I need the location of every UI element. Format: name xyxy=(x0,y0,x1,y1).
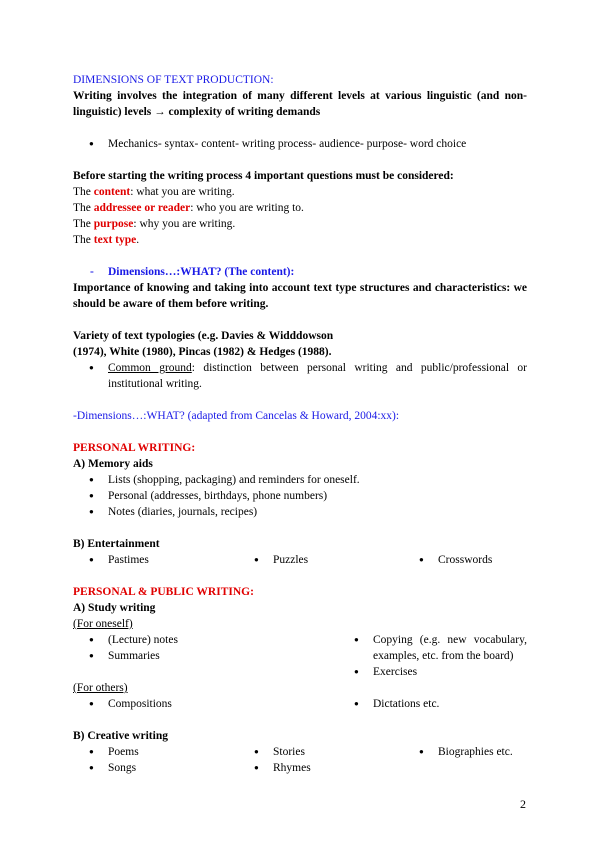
page-number: 2 xyxy=(520,797,526,811)
keyword-text-type: text type xyxy=(93,234,137,246)
list-item: ● Lists (shopping, packaging) and reminders for oneself. xyxy=(73,472,527,488)
list-item: ● Exercises xyxy=(338,664,527,680)
entertainment-list xyxy=(73,552,527,568)
list-item: ● Copying (e.g. new vocabulary, examples, etc. from the board) xyxy=(338,632,527,664)
keyword-content: content xyxy=(93,186,131,198)
intro-paragraph: Writing involves the integration of many different levels at various linguistic (and non-linguistic) levels → complexity of writing demands xyxy=(73,90,527,118)
adapted-heading: -Dimensions…:WHAT? (adapted from Cancelas & Howard, 2004:xx): xyxy=(73,410,400,422)
list-item: ● Dictations etc. xyxy=(338,696,527,712)
variety-line-1: Variety of text typologies (e.g. Davies & Widddowson xyxy=(73,330,334,342)
list-item: ● Compositions xyxy=(73,696,338,712)
list-item: ● Stories xyxy=(238,744,403,760)
question-addressee: The addressee or reader: who you are writing to. xyxy=(73,202,304,214)
list-item: ● Notes (diaries, journals, recipes) xyxy=(73,504,527,520)
list-item: ● (Lecture) notes xyxy=(73,632,338,648)
list-item: ● Rhymes xyxy=(238,760,403,776)
for-others-label: (For others) xyxy=(73,682,128,694)
keyword-purpose: purpose xyxy=(93,218,134,230)
for-oneself-list xyxy=(73,632,527,680)
list-item: ● Personal (addresses, birthdays, phone numbers) xyxy=(73,488,527,504)
memory-aids-title: A) Memory aids xyxy=(73,458,153,470)
for-oneself-label: (For oneself) xyxy=(73,618,133,630)
questions-title: Before starting the writing process 4 important questions must be considered: xyxy=(73,170,454,182)
list-item: ● Pastimes xyxy=(73,552,238,568)
creative-list-row-1 xyxy=(73,744,527,760)
dimension-what-heading: - Dimensions…:WHAT? (The content): xyxy=(73,264,527,280)
list-item: ● Biographies etc. xyxy=(403,744,527,760)
list-item: ● Puzzles xyxy=(238,552,403,568)
for-others-list xyxy=(73,696,527,712)
list-item: ● Mechanics- syntax- content- writing process- audience- purpose- word choice xyxy=(73,136,527,152)
document-page xyxy=(73,72,527,776)
study-writing-title: A) Study writing xyxy=(73,602,156,614)
personal-public-title: PERSONAL & PUBLIC WRITING: xyxy=(73,586,254,598)
list-item: ● Summaries xyxy=(73,648,338,664)
personal-writing-title: PERSONAL WRITING: xyxy=(73,442,196,454)
keyword-addressee: addressee or reader xyxy=(93,202,191,214)
question-purpose: The purpose: why you are writing. xyxy=(73,218,236,230)
variety-line-2: (1974), White (1980), Pincas (1982) & Hedges (1988). xyxy=(73,346,332,358)
list-item: ● Crosswords xyxy=(403,552,527,568)
common-ground-label: Common ground xyxy=(108,362,192,374)
common-ground-list xyxy=(73,360,527,392)
question-text-type: The text type. xyxy=(73,234,140,246)
creative-list-row-2 xyxy=(73,760,527,776)
question-content: The content: what you are writing. xyxy=(73,186,235,198)
list-item: ● Poems xyxy=(73,744,238,760)
section-heading: DIMENSIONS OF TEXT PRODUCTION: xyxy=(73,74,274,86)
list-item: ● Common ground: distinction between personal writing and public/professional or institutional writing. xyxy=(73,360,527,392)
list-item: ● Songs xyxy=(73,760,238,776)
aspects-list xyxy=(73,136,527,152)
creative-writing-title: B) Creative writing xyxy=(73,730,168,742)
memory-aids-list xyxy=(73,472,527,520)
importance-paragraph: Importance of knowing and taking into account text type structures and characteristics: we should be aware of them before writing. xyxy=(73,282,527,310)
entertainment-title: B) Entertainment xyxy=(73,538,160,550)
